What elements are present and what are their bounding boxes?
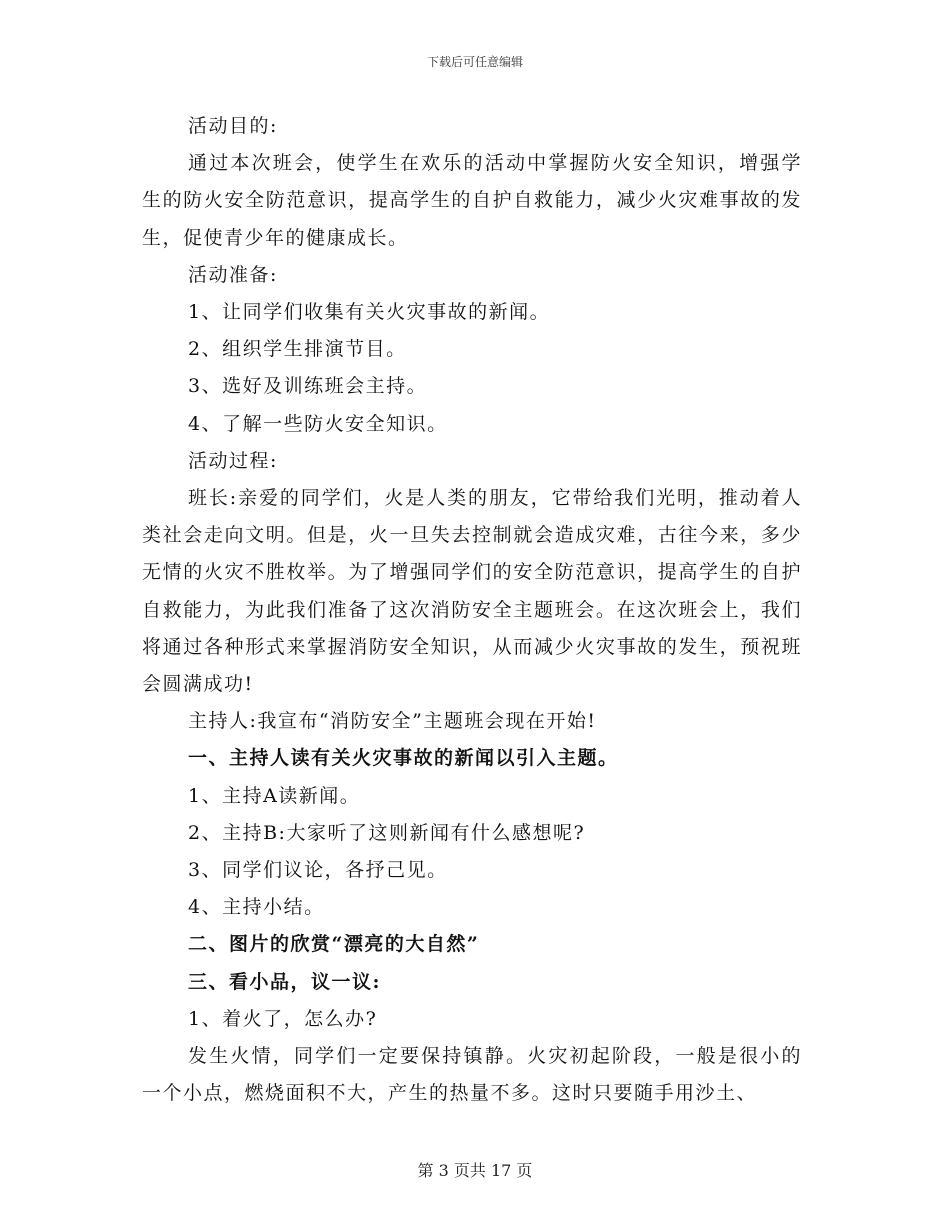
paragraph: 1、着火了，怎么办? [188, 1007, 378, 1030]
paragraph: 活动目的: [188, 115, 278, 137]
paragraph: 班长:亲爱的同学们，火是人类的朋友，它带给我们光明，推动着人类社会走向文明。但是，火一旦失去控制就会造成灾难，古往今来，多少无情的火灾不胜枚举。为了增强同学们的安全防范意识，提高学生的自护自救能力，为此我们准备了这次消防安全主题班会。在这次班会上，我们将通过各种形式来掌握消防安全知识，从而减少火灾事故的发生，预祝班会圆满成功! [142, 487, 802, 696]
paragraph: 主持人:我宣布“消防安全”主题班会现在开始! [188, 710, 597, 733]
paragraph: 3、选好及训练班会主持。 [188, 375, 428, 398]
paragraph: 2、主持B:大家听了这则新闻有什么感想呢? [188, 821, 586, 844]
page-header: 下载后可任意编辑 [426, 55, 523, 69]
paragraph: 发生火情，同学们一定要保持镇静。火灾初起阶段，一般是很小的一个小点，燃烧面积不大，产生的热量不多。这时只要随手用沙土、 [142, 1045, 802, 1105]
paragraph: 活动过程: [188, 449, 278, 472]
section-heading: 三、看小品，议一议: [188, 970, 382, 993]
page-footer: 第 3 页共 17 页 [417, 1161, 533, 1180]
document-body [142, 108, 802, 1112]
paragraph: 活动准备: [188, 263, 278, 286]
paragraph: 3、同学们议论，各抒己见。 [188, 859, 448, 882]
paragraph: 1、主持A读新闻。 [188, 784, 361, 807]
section-heading: 二、图片的欣赏“漂亮的大自然” [188, 933, 480, 956]
paragraph: 2、组织学生排演节目。 [188, 338, 407, 361]
paragraph: 1、让同学们收集有关火灾事故的新闻。 [188, 301, 551, 324]
section-heading: 一、主持人读有关火灾事故的新闻以引入主题。 [188, 747, 619, 770]
paragraph: 4、了解一些防火安全知识。 [188, 412, 448, 435]
paragraph: 4、主持小结。 [188, 896, 325, 919]
paragraph: 通过本次班会，使学生在欢乐的活动中掌握防火安全知识，增强学生的防火安全防范意识，提高学生的自护自救能力，减少火灾难事故的发生，促使青少年的健康成长。 [142, 152, 802, 249]
